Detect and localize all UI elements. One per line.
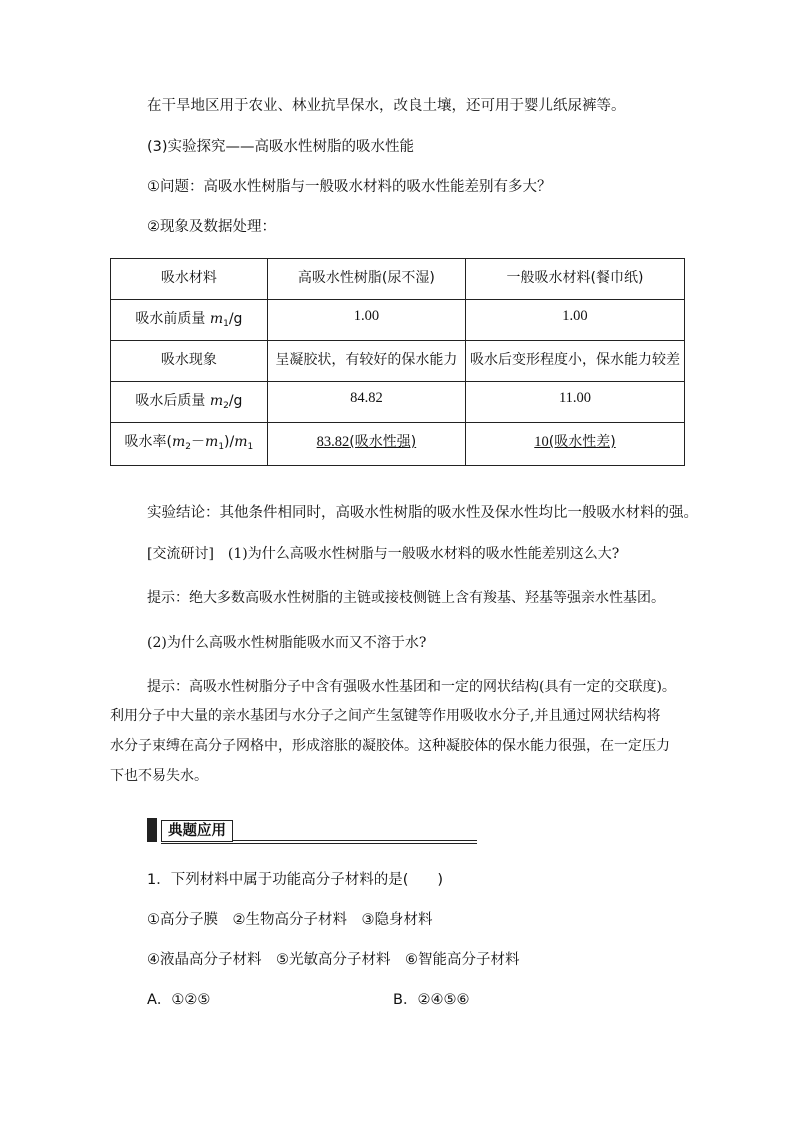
table-cell: 吸水后变形程度小，保水能力较差 [465,341,684,382]
divider [161,843,477,844]
question-line: ①问题：高吸水性树脂与一般吸水材料的吸水性能差别有多大？ [147,179,552,195]
discussion-answer-2-line: 利用分子中大量的亲水基团与水分子之间产生氢键等作用吸收水分子,并且通过网状结构将 [110,708,661,724]
section-header [147,818,477,842]
table-row [111,423,685,466]
section-title: 典题应用 [161,820,233,842]
absorption-table [110,258,685,466]
exercise-items-line-2: ④液晶高分子材料 ⑤光敏高分子材料 ⑥智能高分子材料 [147,952,520,968]
table-row [111,382,685,423]
table-cell: 1.00 [267,300,465,341]
table-cell: 11.00 [465,382,684,423]
discussion-answer-2-line: 下也不易失水。 [110,768,208,784]
option-a: A．①②⑤ [147,992,211,1008]
table-cell: 1.00 [465,300,684,341]
exercise-question: 1．下列材料中属于功能高分子材料的是( ) [147,872,444,888]
table-cell: 84.82 [267,382,465,423]
table-cell: 10(吸水性差) [465,423,684,466]
experiment-conclusion: 实验结论：其他条件相同时，高吸水性树脂的吸水性及保水性均比一般吸水材料的强。 [147,505,698,521]
discussion-question-1: [交流研讨] (1)为什么高吸水性树脂与一般吸水材料的吸水性能差别这么大? [147,546,620,562]
section-header-bar [147,818,157,842]
table-cell: 一般吸水材料(餐巾纸) [465,259,684,300]
table-row [111,341,685,382]
discussion-answer-1: 提示：绝大多数高吸水性树脂的主链或接枝侧链上含有羧基、羟基等强亲水性基团。 [147,590,665,606]
table-header-row [111,259,685,300]
option-b: B．②④⑤⑥ [393,992,470,1008]
discussion-question-2: (2)为什么高吸水性树脂能吸水而又不溶于水? [147,635,427,651]
table-cell: 吸水现象 [111,341,268,382]
exercise-items-line-1: ①高分子膜 ②生物高分子材料 ③隐身材料 [147,912,433,928]
discussion-answer-2-line: 提示：高吸水性树脂分子中含有强吸水性基团和一定的网状结构(具有一定的交联度)。 [147,679,676,695]
intro-paragraph: 在干旱地区用于农业、林业抗旱保水，改良土壤，还可用于婴儿纸尿裤等。 [147,98,626,114]
table-row [111,300,685,341]
discussion-answer-2-line: 水分子束缚在高分子网格中，形成溶胀的凝胶体。这种凝胶体的保水能力很强，在一定压力 [110,738,670,754]
table-cell: 83.82(吸水性强) [267,423,465,466]
table-cell: 吸水后质量 $m_2/g$ [111,382,268,423]
table-cell: 吸水前质量 $m_1/g$ [111,300,268,341]
experiment-title: (3)实验探究——高吸水性树脂的吸水性能 [147,139,415,155]
table-cell: 高吸水性树脂(尿不湿) [267,259,465,300]
table-cell: 吸水率$(m_2-m_1)/m_1$ [111,423,268,466]
table-cell: 吸水材料 [111,259,268,300]
phenomena-line: ②现象及数据处理： [147,219,276,235]
table-cell: 呈凝胶状，有较好的保水能力 [267,341,465,382]
